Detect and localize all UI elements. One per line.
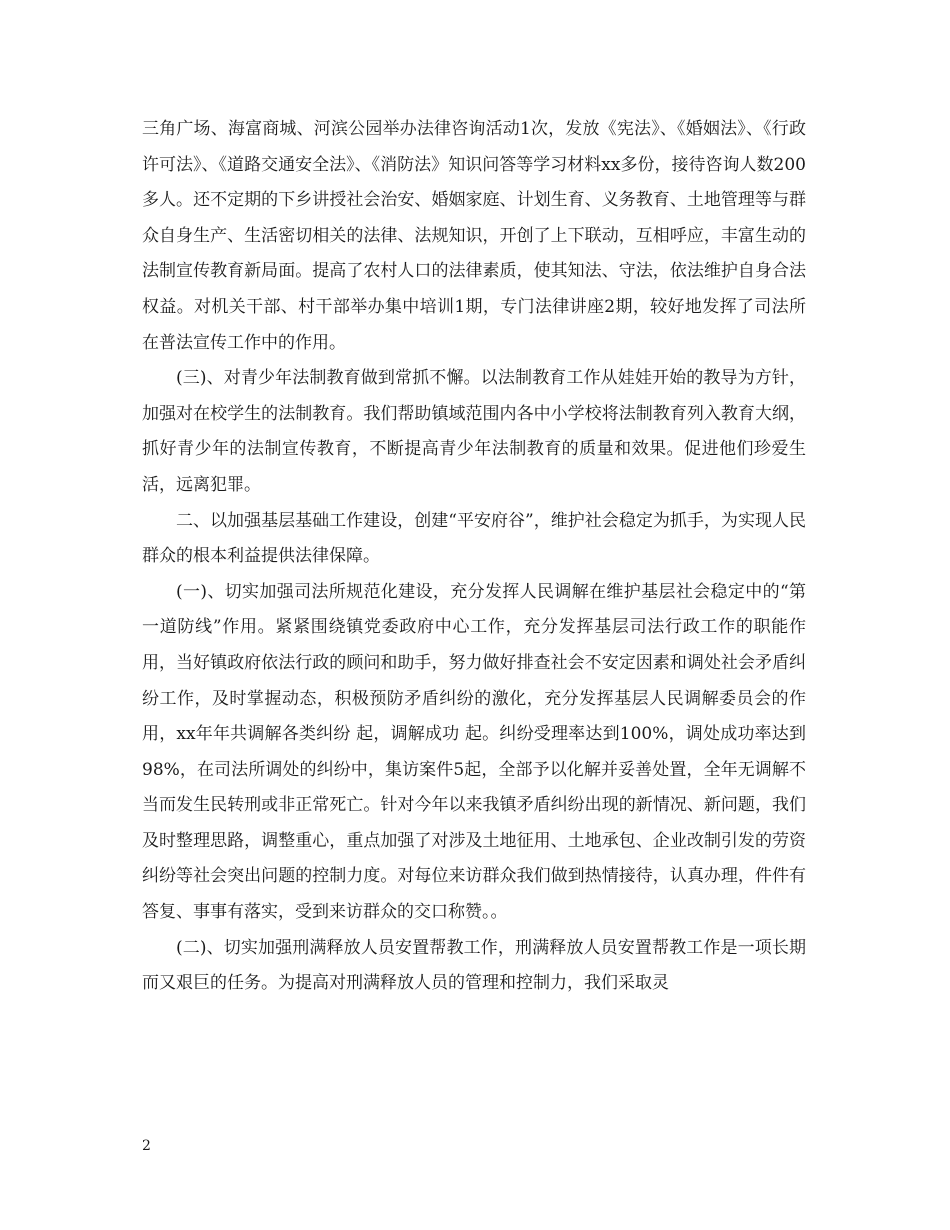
paragraph-mediation-work: (一)、切实加强司法所规范化建设，充分发挥人民调解在维护基层社会稳定中的“第一道防线”作用。紧紧围绕镇党委政府中心工作，充分发挥基层司法行政工作的职能作用，当好镇政府依法行政的顾问和助手，努力做好排查社会不安定因素和调处社会矛盾纠纷工作，及时掌握动态，积极预防矛盾纠纷的激化，充分发挥基层人民调解委员会的作用，xx年年共调解各类纠纷 起，调解成功 起。纠纷受理率达到100%，调处成功率达到98%，在司法所调处的纠纷中，集访案件5起，全部予以化解并妥善处置，全年无调解不当而发生民转刑或非正常死亡。针对今年以来我镇矛盾纠纷出现的新情况、新问题，我们及时整理思路，调整重心，重点加强了对涉及土地征用、土地承包、企业改制引发的劳资纠纷等社会突出问题的控制力度。对每位来访群众我们做到热情接待，认真办理，件件有答复、事事有落实，受到来访群众的交口称赞。。 [142,581,806,923]
document-body [142,112,806,1002]
paragraph-released-persons: (二)、切实加强刑满释放人员安置帮教工作，刑满释放人员安置帮教工作是一项长期而又艰巨的任务。为提高对刑满释放人员的管理和控制力，我们采取灵 [142,937,806,994]
page-number: 2 [142,1138,151,1154]
paragraph-legal-consultation: 三角广场、海富商城、河滨公园举办法律咨询活动1次，发放《宪法》、《婚姻法》、《行政许可法》、《道路交通安全法》、《消防法》知识问答等学习材料xx多份，接待咨询人数200多人。还不定期的下乡讲授社会治安、婚姻家庭、计划生育、义务教育、土地管理等与群众自身生产、生活密切相关的法律、法规知识，开创了上下联动，互相呼应，丰富生动的法制宣传教育新局面。提高了农村人口的法律素质，使其知法、守法，依法维护自身合法权益。对机关干部、村干部举办集中培训1期，专门法律讲座2期，较好地发挥了司法所在普法宣传工作中的作用。 [142,119,806,353]
paragraph-youth-education: (三)、对青少年法制教育做到常抓不懈。以法制教育工作从娃娃开始的教导为方针，加强对在校学生的法制教育。我们帮助镇域范围内各中小学校将法制教育列入教育大纲，抓好青少年的法制宣传教育，不断提高青少年法制教育的质量和效果。促进他们珍爱生活，远离犯罪。 [142,368,806,495]
paragraph-section-two-heading: 二、以加强基层基础工作建设，创建“平安府谷”，维护社会稳定为抓手，为实现人民群众的根本利益提供法律保障。 [142,510,806,567]
